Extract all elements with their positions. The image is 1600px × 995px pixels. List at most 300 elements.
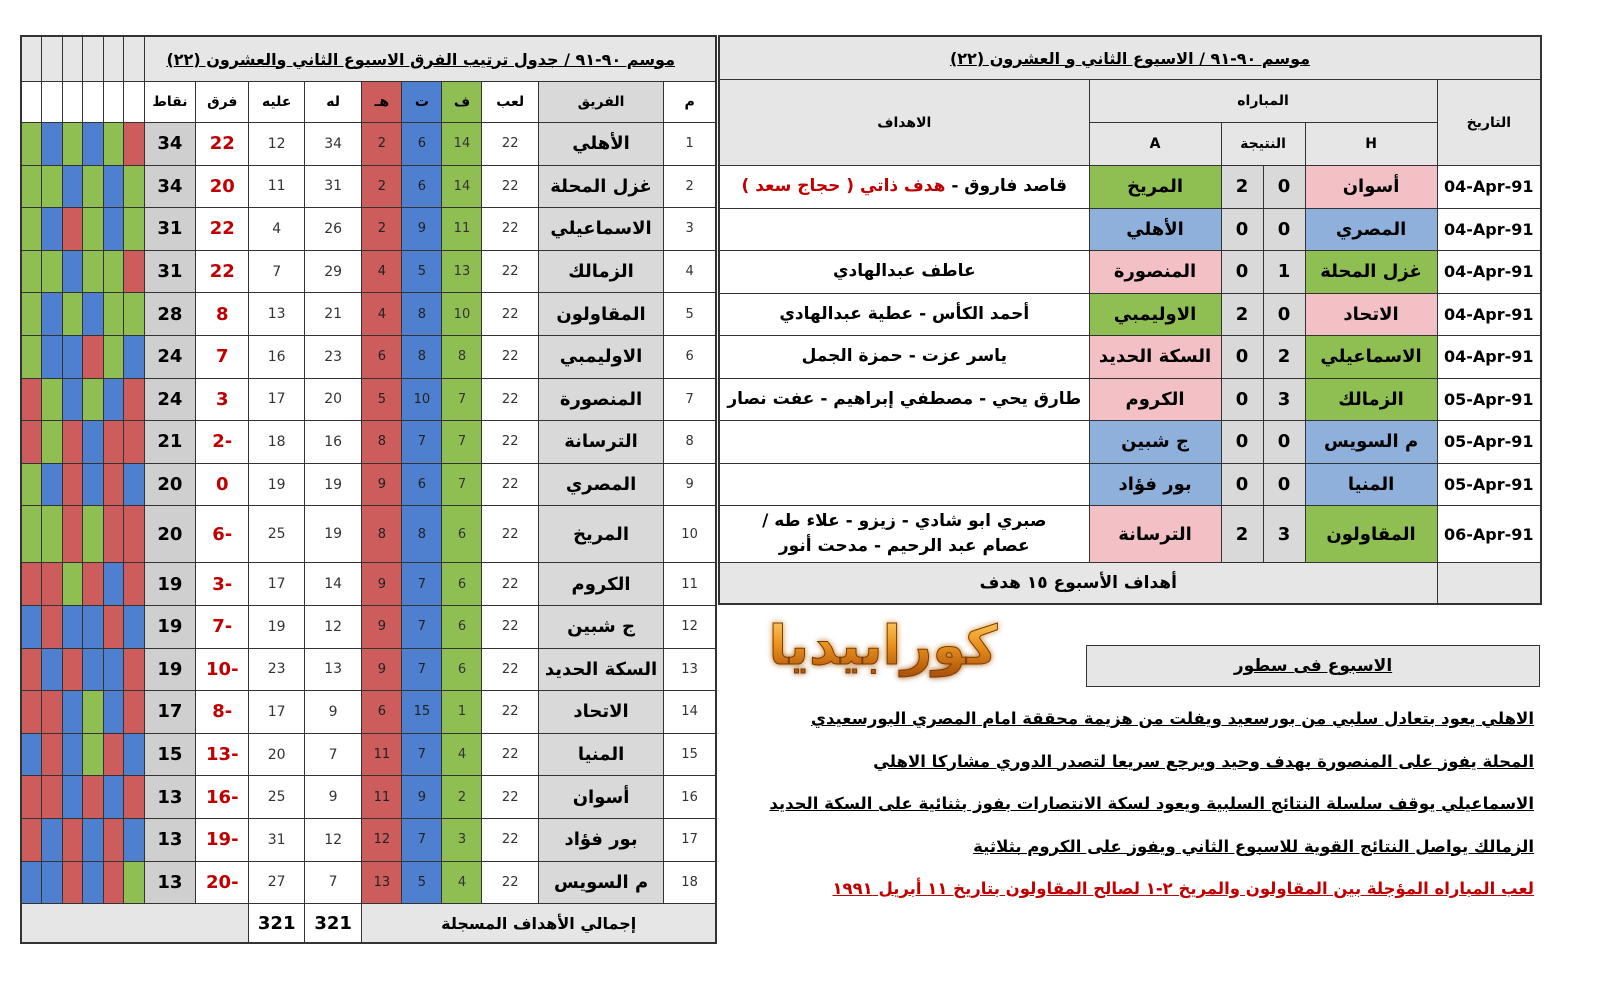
standings-row [21, 691, 716, 734]
cell-pts: 19 [144, 648, 195, 691]
goal-scorers [719, 336, 1089, 379]
form-marker [83, 378, 104, 421]
standings-row [21, 208, 716, 251]
cell-loss: 11 [362, 776, 402, 819]
form-marker [21, 563, 42, 606]
home-score: 2 [1263, 336, 1305, 379]
standings-total-row [21, 904, 716, 944]
cell-rank: 8 [664, 421, 716, 464]
cell-loss: 5 [362, 378, 402, 421]
form-marker [62, 818, 83, 861]
home-score: 0 [1263, 293, 1305, 336]
away-team: الأهلي [1089, 208, 1221, 251]
home-score: 0 [1263, 208, 1305, 251]
cell-diff: -8 [196, 691, 249, 734]
cell-pts: 31 [144, 250, 195, 293]
standings-row [21, 648, 716, 691]
goal-scorers [719, 293, 1089, 336]
cell-win: 13 [442, 250, 482, 293]
form-marker [42, 378, 63, 421]
cell-rank: 18 [664, 861, 716, 904]
cell-team: الكروم [538, 563, 663, 606]
cell-team: الأهلي [538, 123, 663, 166]
cell-played: 22 [482, 123, 538, 166]
form-marker [124, 165, 145, 208]
form-marker [42, 165, 63, 208]
standings-row [21, 818, 716, 861]
form-marker [62, 605, 83, 648]
cell-gf: 20 [304, 378, 361, 421]
cell-gf: 19 [304, 463, 361, 506]
form-marker [21, 165, 42, 208]
form-marker [103, 776, 124, 819]
home-score: 3 [1263, 378, 1305, 421]
form-marker [124, 818, 145, 861]
form-marker [124, 293, 145, 336]
form-marker [124, 378, 145, 421]
form-marker [83, 335, 104, 378]
total-goals-against: 321 [249, 904, 304, 944]
cell-played: 22 [482, 506, 538, 563]
header-gf: له [304, 82, 361, 123]
match-row [719, 463, 1541, 506]
cell-draw: 7 [402, 421, 442, 464]
cell-rank: 4 [664, 250, 716, 293]
cell-ga: 4 [249, 208, 304, 251]
form-marker [62, 250, 83, 293]
match-date: 05-Apr-91 [1437, 378, 1541, 421]
match-row [719, 166, 1541, 209]
scorers-text: قاصد فاروق - [945, 176, 1068, 196]
form-marker [62, 648, 83, 691]
cell-loss: 4 [362, 293, 402, 336]
cell-team: غزل المحلة [538, 165, 663, 208]
cell-rank: 16 [664, 776, 716, 819]
week-in-lines [769, 698, 1534, 911]
cell-team: ج شبين [538, 605, 663, 648]
scorers-text-line2: عصام عبد الرحيم - مدحت أنور [778, 536, 1030, 556]
form-marker [124, 123, 145, 166]
home-team: الاتحاد [1305, 293, 1437, 336]
form-marker [42, 605, 63, 648]
standings-row [21, 293, 716, 336]
cell-ga: 31 [249, 818, 304, 861]
form-marker [124, 463, 145, 506]
cell-ga: 20 [249, 733, 304, 776]
koorapedia-logo [738, 606, 1028, 686]
cell-win: 6 [442, 506, 482, 563]
week-line: المحلة يفوز على المنصورة بهدف وحيد ويرجع سريعا لتصدر الدوري مشاركا الاهلي [873, 751, 1534, 771]
cell-loss: 9 [362, 648, 402, 691]
away-score: 0 [1221, 208, 1263, 251]
form-marker [21, 776, 42, 819]
cell-loss: 4 [362, 250, 402, 293]
form-marker [124, 648, 145, 691]
cell-diff: 8 [196, 293, 249, 336]
form-marker [21, 733, 42, 776]
cell-diff: -16 [196, 776, 249, 819]
form-marker [124, 208, 145, 251]
cell-win: 10 [442, 293, 482, 336]
cell-team: أسوان [538, 776, 663, 819]
cell-draw: 9 [402, 776, 442, 819]
form-marker [21, 648, 42, 691]
own-goal-text: هدف ذاتي ( حجاج سعد ) [741, 176, 946, 196]
form-marker [62, 293, 83, 336]
match-date: 05-Apr-91 [1437, 463, 1541, 506]
form-marker [103, 421, 124, 464]
form-marker [21, 605, 42, 648]
form-marker [21, 250, 42, 293]
cell-diff: 7 [196, 335, 249, 378]
cell-gf: 12 [304, 605, 361, 648]
away-score: 0 [1221, 378, 1263, 421]
standings-row [21, 563, 716, 606]
standings-row [21, 378, 716, 421]
cell-team: م السويس [538, 861, 663, 904]
cell-diff: -7 [196, 605, 249, 648]
form-marker [21, 335, 42, 378]
cell-team: المنيا [538, 733, 663, 776]
form-marker [103, 563, 124, 606]
home-team: الزمالك [1305, 378, 1437, 421]
home-team: غزل المحلة [1305, 251, 1437, 294]
scorers-text: صبري ابو شادي - زيزو - علاء طه / [762, 510, 1047, 531]
away-score: 0 [1221, 463, 1263, 506]
form-marker [124, 691, 145, 734]
cell-loss: 11 [362, 733, 402, 776]
cell-gf: 23 [304, 335, 361, 378]
standings-row [21, 165, 716, 208]
cell-draw: 7 [402, 648, 442, 691]
cell-ga: 23 [249, 648, 304, 691]
cell-ga: 12 [249, 123, 304, 166]
form-marker [103, 605, 124, 648]
form-marker [83, 208, 104, 251]
match-date: 04-Apr-91 [1437, 336, 1541, 379]
cell-pts: 19 [144, 605, 195, 648]
cell-loss: 9 [362, 463, 402, 506]
form-marker [83, 691, 104, 734]
cell-draw: 7 [402, 563, 442, 606]
header-result: النتيجة [1221, 123, 1305, 166]
header-loss: هـ [362, 82, 402, 123]
header-match: المباراه [1089, 80, 1437, 123]
standings-row [21, 776, 716, 819]
week-goals-total: أهداف الأسبوع ١٥ هدف [719, 563, 1437, 605]
form-marker [42, 776, 63, 819]
cell-diff: -19 [196, 818, 249, 861]
cell-played: 22 [482, 463, 538, 506]
match-row [719, 506, 1541, 563]
cell-gf: 14 [304, 563, 361, 606]
match-row [719, 336, 1541, 379]
standings-table [20, 35, 717, 944]
cell-draw: 8 [402, 335, 442, 378]
cell-loss: 6 [362, 691, 402, 734]
form-marker [103, 293, 124, 336]
cell-team: المنصورة [538, 378, 663, 421]
form-marker [124, 250, 145, 293]
cell-diff: 22 [196, 123, 249, 166]
cell-ga: 25 [249, 776, 304, 819]
away-score: 0 [1221, 336, 1263, 379]
cell-pts: 19 [144, 563, 195, 606]
cell-played: 22 [482, 648, 538, 691]
form-marker [103, 648, 124, 691]
week-line: لعب المباراه المؤجلة بين المقاولون والمريخ ٢-١ لصالح المقاولون بتاريخ ١١ أبريل ١٩٩١ [832, 879, 1534, 898]
cell-diff: 22 [196, 250, 249, 293]
form-marker [124, 563, 145, 606]
home-score: 1 [1263, 251, 1305, 294]
form-marker [42, 208, 63, 251]
scorers-text: طارق يحي - مصطفي إبراهيم - عفت نصار [727, 388, 1082, 409]
cell-ga: 19 [249, 463, 304, 506]
match-row [719, 208, 1541, 251]
form-marker [42, 506, 63, 563]
form-marker [42, 648, 63, 691]
total-goals-for: 321 [304, 904, 361, 944]
form-marker [103, 378, 124, 421]
matches-title: موسم ٩٠-٩١ / الاسبوع الثاني و العشرون (٢٢) [719, 36, 1541, 80]
home-score: 0 [1263, 421, 1305, 464]
form-marker [124, 861, 145, 904]
form-marker [42, 733, 63, 776]
form-marker [42, 818, 63, 861]
cell-ga: 13 [249, 293, 304, 336]
cell-diff: -6 [196, 506, 249, 563]
cell-played: 22 [482, 421, 538, 464]
away-team: ج شبين [1089, 421, 1221, 464]
cell-team: الترسانة [538, 421, 663, 464]
cell-team: بور فؤاد [538, 818, 663, 861]
cell-rank: 2 [664, 165, 716, 208]
form-marker [62, 421, 83, 464]
form-marker [83, 123, 104, 166]
cell-pts: 34 [144, 165, 195, 208]
form-marker [21, 861, 42, 904]
standings-title: موسم ٩٠-٩١ / جدول ترتيب الفرق الاسبوع الثاني والعشرون (٢٢) [144, 36, 716, 82]
form-marker [124, 335, 145, 378]
cell-pts: 13 [144, 861, 195, 904]
cell-draw: 7 [402, 733, 442, 776]
form-marker [103, 818, 124, 861]
form-marker [103, 208, 124, 251]
cell-loss: 2 [362, 123, 402, 166]
form-marker [21, 506, 42, 563]
cell-loss: 2 [362, 165, 402, 208]
form-marker [62, 165, 83, 208]
form-marker [62, 208, 83, 251]
header-diff: فرق [196, 82, 249, 123]
cell-draw: 10 [402, 378, 442, 421]
standings-header-row [21, 82, 716, 123]
form-marker [62, 123, 83, 166]
cell-gf: 12 [304, 818, 361, 861]
cell-draw: 7 [402, 605, 442, 648]
form-marker [103, 691, 124, 734]
cell-played: 22 [482, 293, 538, 336]
cell-ga: 17 [249, 378, 304, 421]
cell-gf: 29 [304, 250, 361, 293]
form-marker [62, 691, 83, 734]
week-line: الاهلي يعود بتعادل سلبي من بورسعيد ويفلت من هزيمة محققة امام المصري البورسعيدي [810, 709, 1534, 728]
away-score: 0 [1221, 421, 1263, 464]
cell-rank: 5 [664, 293, 716, 336]
header-team: الفريق [538, 82, 663, 123]
match-date: 04-Apr-91 [1437, 208, 1541, 251]
goal-scorers [719, 251, 1089, 294]
cell-win: 4 [442, 861, 482, 904]
cell-gf: 9 [304, 691, 361, 734]
standings-row [21, 250, 716, 293]
cell-win: 14 [442, 165, 482, 208]
form-marker [83, 605, 104, 648]
cell-pts: 28 [144, 293, 195, 336]
cell-win: 14 [442, 123, 482, 166]
goal-scorers [719, 166, 1089, 209]
form-marker [83, 861, 104, 904]
cell-team: الاوليمبي [538, 335, 663, 378]
form-marker [83, 293, 104, 336]
cell-played: 22 [482, 250, 538, 293]
cell-ga: 7 [249, 250, 304, 293]
form-marker [21, 691, 42, 734]
cell-win: 6 [442, 563, 482, 606]
cell-ga: 27 [249, 861, 304, 904]
form-marker [21, 818, 42, 861]
cell-rank: 17 [664, 818, 716, 861]
week-line: الزمالك يواصل النتائج القوية للاسبوع الثاني ويفوز على الكروم بثلاثية [973, 836, 1534, 856]
form-marker [62, 506, 83, 563]
form-marker [62, 563, 83, 606]
cell-rank: 10 [664, 506, 716, 563]
cell-draw: 6 [402, 165, 442, 208]
cell-loss: 12 [362, 818, 402, 861]
week-line: الاسماعيلي يوقف سلسلة النتائج السلبية ويعود لسكة الانتصارات بفوز بثنائية على السكة الحديد [769, 794, 1534, 813]
cell-diff: -10 [196, 648, 249, 691]
cell-diff: -20 [196, 861, 249, 904]
form-marker [62, 378, 83, 421]
form-marker [124, 733, 145, 776]
cell-rank: 6 [664, 335, 716, 378]
home-team: المصري [1305, 208, 1437, 251]
goal-scorers [719, 506, 1089, 563]
match-date: 05-Apr-91 [1437, 421, 1541, 464]
form-marker [83, 776, 104, 819]
scorers-text: ياسر عزت - حمزة الجمل [801, 346, 1007, 366]
cell-gf: 7 [304, 861, 361, 904]
form-marker [62, 733, 83, 776]
form-marker [103, 733, 124, 776]
form-marker [103, 123, 124, 166]
away-team: بور فؤاد [1089, 463, 1221, 506]
cell-gf: 19 [304, 506, 361, 563]
form-marker [124, 605, 145, 648]
cell-rank: 12 [664, 605, 716, 648]
form-marker [103, 250, 124, 293]
match-date: 04-Apr-91 [1437, 166, 1541, 209]
cell-rank: 13 [664, 648, 716, 691]
cell-draw: 9 [402, 208, 442, 251]
cell-team: المريخ [538, 506, 663, 563]
form-marker [103, 861, 124, 904]
cell-loss: 8 [362, 421, 402, 464]
form-marker [42, 861, 63, 904]
cell-win: 7 [442, 463, 482, 506]
matches-panel [718, 35, 1540, 605]
cell-win: 1 [442, 691, 482, 734]
cell-rank: 3 [664, 208, 716, 251]
form-marker [21, 208, 42, 251]
cell-played: 22 [482, 691, 538, 734]
standings-row [21, 335, 716, 378]
cell-played: 22 [482, 378, 538, 421]
cell-ga: 11 [249, 165, 304, 208]
form-marker [42, 335, 63, 378]
form-marker [124, 506, 145, 563]
cell-ga: 19 [249, 605, 304, 648]
form-marker [62, 463, 83, 506]
match-date: 04-Apr-91 [1437, 293, 1541, 336]
header-date: التاريخ [1437, 80, 1541, 166]
cell-draw: 6 [402, 123, 442, 166]
cell-loss: 8 [362, 506, 402, 563]
form-marker [42, 123, 63, 166]
cell-ga: 25 [249, 506, 304, 563]
form-marker [83, 818, 104, 861]
home-score: 3 [1263, 506, 1305, 563]
cell-team: الزمالك [538, 250, 663, 293]
logo-graphic [738, 606, 1028, 686]
svg-text:كورابيديا: كورابيديا [768, 614, 998, 677]
match-row [719, 421, 1541, 464]
away-team: المريخ [1089, 166, 1221, 209]
cell-loss: 9 [362, 563, 402, 606]
cell-team: الاتحاد [538, 691, 663, 734]
cell-played: 22 [482, 605, 538, 648]
cell-pts: 20 [144, 463, 195, 506]
cell-pts: 21 [144, 421, 195, 464]
form-marker [124, 421, 145, 464]
cell-diff: 22 [196, 208, 249, 251]
form-marker [21, 293, 42, 336]
header-pts: نقاط [144, 82, 195, 123]
cell-pts: 24 [144, 335, 195, 378]
cell-win: 6 [442, 605, 482, 648]
cell-pts: 15 [144, 733, 195, 776]
form-marker [62, 861, 83, 904]
cell-gf: 7 [304, 733, 361, 776]
standings-row [21, 506, 716, 563]
form-marker [103, 165, 124, 208]
cell-played: 22 [482, 563, 538, 606]
cell-rank: 7 [664, 378, 716, 421]
cell-rank: 1 [664, 123, 716, 166]
away-team: الكروم [1089, 378, 1221, 421]
header-home: H [1305, 123, 1437, 166]
cell-team: المقاولون [538, 293, 663, 336]
cell-ga: 17 [249, 563, 304, 606]
form-marker [21, 123, 42, 166]
cell-gf: 16 [304, 421, 361, 464]
header-played: لعب [482, 82, 538, 123]
cell-gf: 31 [304, 165, 361, 208]
cell-gf: 34 [304, 123, 361, 166]
form-marker [62, 776, 83, 819]
cell-gf: 13 [304, 648, 361, 691]
form-marker [124, 776, 145, 819]
